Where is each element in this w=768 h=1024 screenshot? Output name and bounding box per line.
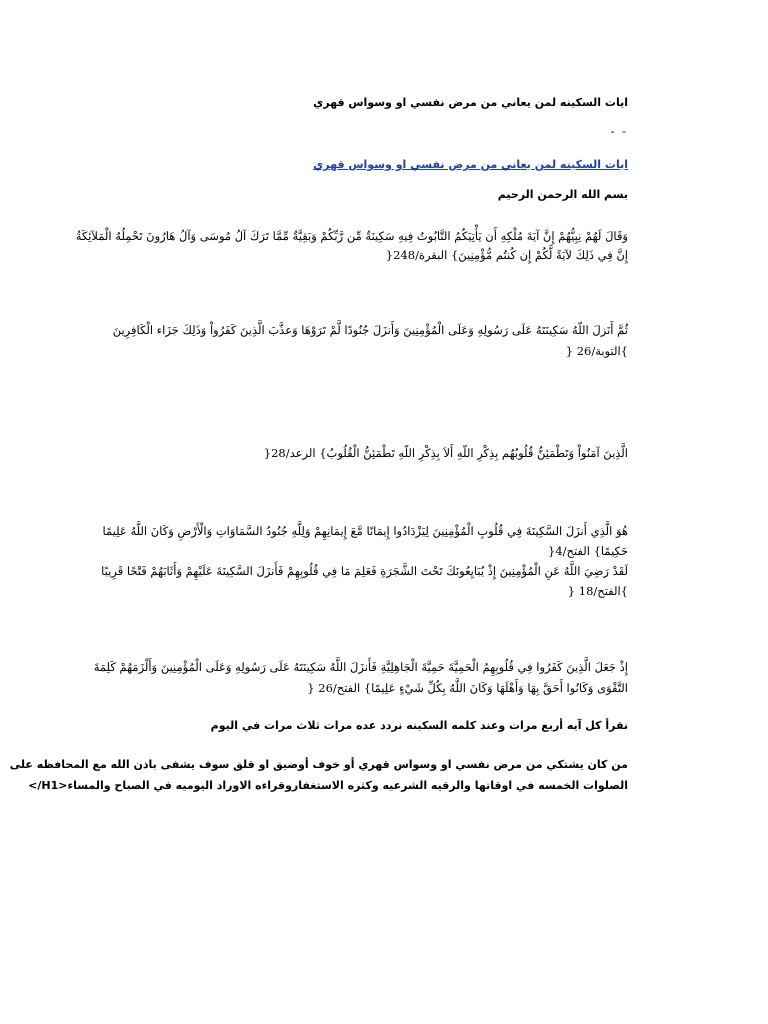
verse-3-line-1: الَّذِينَ آمَنُواْ وَتَطْمَئِنُّ قُلُوبُهُم بِذِكْرِ اللّهِ أَلاَ بِذِكْرِ اللّهِ تَطْمَئِنُّ الْقُلُوبُ} الرعد/28{: [263, 446, 628, 460]
verse-1-line-2: إِنَّ فِي ذَلِكَ لآيَةً لَّكُمْ إِن كُنتُم مُّؤْمِنِينَ} البقرة/248{: [385, 248, 628, 262]
document-title: ايات السكينه لمن يعاني من مرض نفسي او وسواس قهري: [313, 96, 628, 109]
verse-1-line-1: وَقَالَ لَهُمْ نِبِيُّهُمْ إِنَّ آيَةَ مُلْكِهِ أَن يَأْتِيَكُمُ التَّابُوتُ فِيهِ سَكِينَةٌ مِّن رَّبِّكُمْ وَبَقِيَّةٌ مِّمَّا تَرَكَ آلُ مُوسَى وَآلُ هَارُونَ تَحْمِلُهُ الْمَلآئِكَةُ: [75, 229, 628, 243]
verse-2-line-1: ثُمَّ أَنَزلَ اللّهُ سَكِينَتَهُ عَلَى رَسُولِهِ وَعَلَى الْمُؤْمِنِينَ وَأَنزَلَ جُنُودًا لَّمْ تَرَوْهَا وَعذَّبَ الَّذِينَ كَفَرُواْ وَذَلِكَ جَزَاء الْكَافِرِينَ: [112, 323, 628, 337]
verse-4-line-2: حَكِيمًا} الفتح/4{: [548, 544, 628, 558]
title-link-row: [128, 158, 628, 172]
title-link[interactable]: ايات السكينه لمن يعاني من مرض نفسي او وسواس قهري: [313, 158, 628, 171]
separator-dashes: - -: [610, 125, 628, 138]
instruction-text: نقرأ كل آيه أربع مرات وعند كلمه السكينه نردد عده مرات ثلاث مرات في اليوم: [210, 719, 628, 732]
verse-2-line-2: }التوبة/26 {: [565, 344, 628, 358]
verse-4-line-1: هُوَ الَّذِي أَنزَلَ السَّكِينَةَ فِي قُلُوبِ الْمُؤْمِنِينَ لِيَزْدَادُوا إِيمَانًا مَّعَ إِيمَانِهِمْ وَلِلَّهِ جُنُودُ السَّمَاوَاتِ وَالْأَرْضِ وَكَانَ اللَّهُ عَلِيمًا: [102, 524, 628, 538]
verse-4-line-3: لَقَدْ رَضِيَ اللَّهُ عَنِ الْمُؤْمِنِينَ إِذْ يُبَايِعُونَكَ تَحْتَ الشَّجَرَةِ فَعَلِمَ مَا فِي قُلُوبِهِمْ فَأَنزَلَ السَّكِينَةَ عَلَيْهِمْ وَأَثَابَهُمْ فَتْحًا قَرِيبًا: [101, 564, 628, 578]
basmala: بسم الله الرحمن الرحيم: [497, 188, 628, 201]
closing-line-1: من كان يشتكي من مرض نفسي او وسواس قهري أو خوف أوضيق او قلق سوف يشفى باذن الله مع المحافظه على: [9, 758, 628, 771]
verse-5-line-2: التَّقْوَى وَكَانُوا أَحَقَّ بِهَا وَأَهْلَهَا وَكَانَ اللَّهُ بِكُلِّ شَيْءٍ عَلِيمًا} الفتح/26 {: [307, 681, 628, 695]
closing-line-2: الصلوات الخمسه في اوقاتها والرقيه الشرعيه وكثره الاستغفاروقراءه الاوراد اليوميه في الصباح والمساء<H1/>: [28, 779, 628, 792]
verse-5-line-1: إِذْ جَعَلَ الَّذِينَ كَفَرُوا فِي قُلُوبِهِمُ الْحَمِيَّةَ حَمِيَّةَ الْجَاهِلِيَّةِ فَأَنزَلَ اللَّهُ سَكِينَتَهُ عَلَى رَسُولِهِ وَعَلَى الْمُؤْمِنِينَ وَأَلْزَمَهُمْ كَلِمَةَ: [93, 660, 628, 674]
verse-4-line-4: }الفتح/18 {: [567, 584, 628, 598]
